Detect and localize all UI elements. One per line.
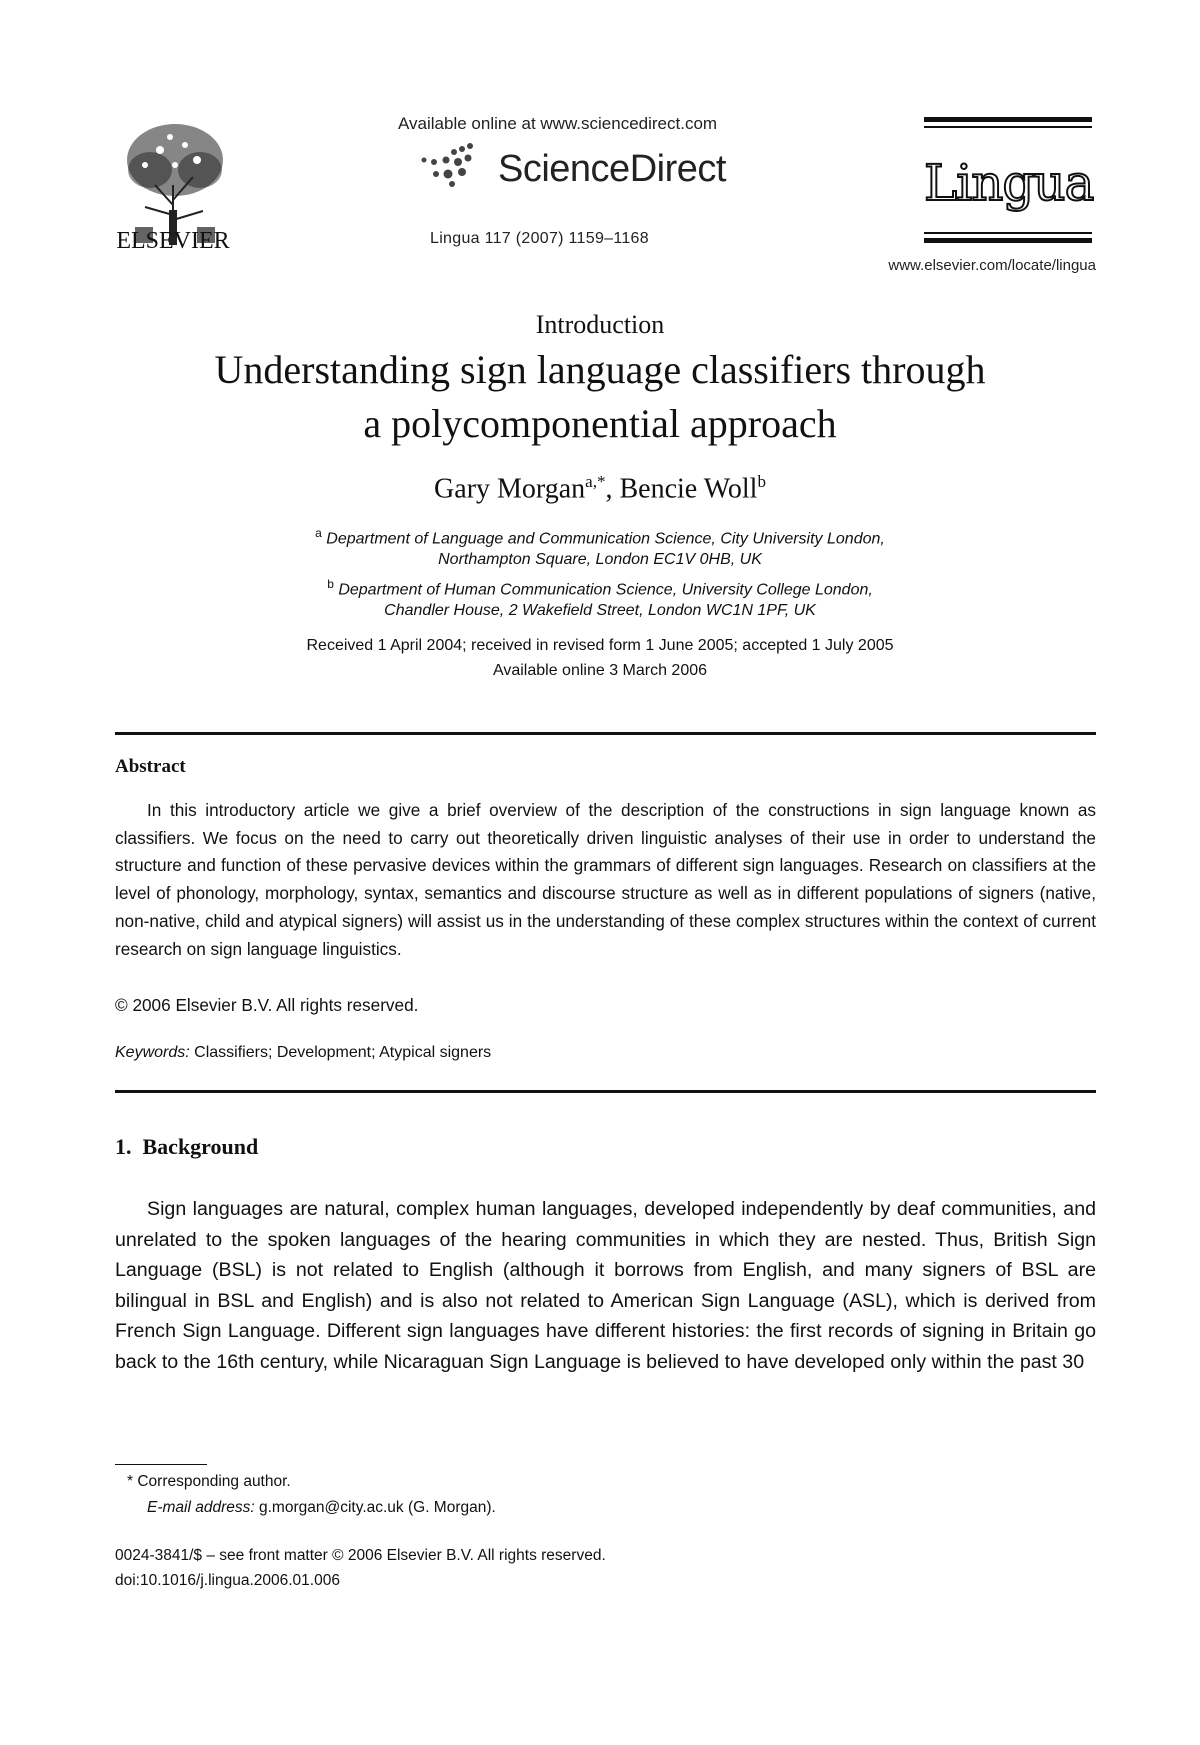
affiliation-b (0, 577, 1200, 599)
lingua-rule (924, 232, 1092, 234)
author-affiliation-mark[interactable]: a,* (585, 472, 606, 491)
sciencedirect-dots-icon (418, 140, 478, 188)
corresponding-author-note: * Corresponding author. (127, 1473, 291, 1490)
abstract-body: In this introductory article we give a brief overview of the description of the constructions in sign language known as classifiers. We focus on the need to carry out theoretically driven linguistic analyses of their use in order to understand the structure and function of these pervasive devices within the grammars of different sign languages. Research on classifiers at the level of phonology, morphology, syntax, semantics and discourse structure as well as in different populations of signers (native, non-native, child and atypical signers) will assist us in the understanding of these complex structures within the context of current research on sign language linguistics. (115, 800, 1096, 959)
article-type-label: Introduction (535, 310, 665, 339)
online-date: Available online 3 March 2006 (492, 662, 708, 679)
affiliation-mark: b (327, 577, 334, 591)
affiliation-a (0, 526, 1200, 548)
keywords-label: Keywords: (115, 1044, 190, 1061)
abstract-heading: Abstract (115, 756, 186, 777)
section-body-paragraph: Sign languages are natural, complex human languages, developed independently by deaf communities, and unrelated to the spoken languages of the hearing communities in which they are nested. Thus, British Sign Language (BSL) is not related to English (although it borrows from English, and many signers of BSL are bilingual in BSL and English) and is also not related to American Sign Language (ASL), which is derived from French Sign Language. Different sign languages have different histories: the first records of signing in Britain go back to the 16th century, while Nicaraguan Sign Language is believed to have developed only within the past 30 (115, 1198, 1096, 1373)
author-separator: , (605, 473, 620, 505)
lingua-wordmark: Lingua (924, 154, 1094, 212)
lingua-rule (924, 117, 1092, 122)
journal-citation: Lingua 117 (2007) 1159–1168 (430, 230, 649, 247)
available-online-text: Available online at www.sciencedirect.com (398, 114, 718, 133)
journal-url-link[interactable]: www.elsevier.com/locate/lingua (888, 257, 1096, 274)
abstract-copyright: © 2006 Elsevier B.V. All rights reserved. (115, 995, 419, 1015)
affiliation-b-address: Chandler House, 2 Wakefield Street, London WC1N 1PF, UK (384, 602, 816, 619)
footnote-rule (115, 1464, 207, 1465)
article-title-line: a polycomponential approach (363, 401, 837, 446)
affiliation-mark: a (315, 526, 322, 540)
article-title-line: Understanding sign language classifiers through (214, 347, 986, 392)
keywords (115, 1044, 491, 1062)
received-dates: Received 1 April 2004; received in revised form 1 June 2005; accepted 1 July 2005 (306, 637, 894, 654)
front-matter-notice: 0024-3841/$ – see front matter © 2006 Elsevier B.V. All rights reserved. (115, 1547, 606, 1564)
author-affiliation-mark[interactable]: b (757, 472, 766, 491)
email-label: E-mail address: (147, 1499, 255, 1516)
lingua-rule (924, 238, 1092, 243)
abstract-bottom-rule (115, 1090, 1096, 1093)
author-name[interactable]: Bencie Woll (619, 473, 758, 505)
abstract-top-rule (115, 732, 1096, 735)
doi-link[interactable]: doi:10.1016/j.lingua.2006.01.006 (115, 1572, 340, 1589)
sciencedirect-wordmark: ScienceDirect (498, 148, 726, 190)
affiliation-line: Department of Human Communication Science, University College London, (338, 581, 873, 599)
email-footnote (147, 1499, 496, 1517)
elsevier-wordmark: ELSEVIER (116, 228, 230, 254)
author-name[interactable]: Gary Morgan (434, 473, 586, 505)
section-heading: 1. Background (115, 1134, 259, 1159)
affiliation-a-address: Northampton Square, London EC1V 0HB, UK (438, 551, 762, 568)
email-address-link[interactable]: g.morgan@city.ac.uk (G. Morgan). (259, 1499, 496, 1516)
keywords-list: Classifiers; Development; Atypical signers (194, 1044, 492, 1061)
author-list (0, 472, 1200, 505)
affiliation-line: Department of Language and Communication Science, City University London, (326, 530, 885, 548)
lingua-rule (924, 126, 1092, 128)
